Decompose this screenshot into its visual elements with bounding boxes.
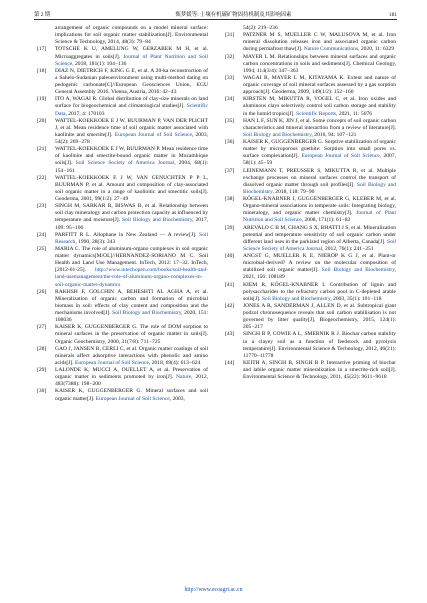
reference-source-link[interactable]: Journal of Plant Nutrition and Soil Science (243, 210, 396, 224)
reference-number: [30] (37, 388, 47, 395)
reference-source-link[interactable]: Soil Biology and Biochemistry (261, 295, 331, 302)
reference-text: SINGH M, SARKAR B, BISWAS B, et al. Relationship between soil clay mineralogy and carbon protection capacity as influenced by temperature and moisture[J]. Soil Biology and Biochemistry, 2017, 109: 95−106 (55, 203, 208, 231)
reference-text: KAISER K, GUGGENBERGER G. Mineral surfaces and soil organic matter[J]. European Journal of Soil Science, 2003, (55, 388, 208, 402)
reference-entry (37, 118, 208, 147)
reference-entry (225, 282, 396, 303)
reference-entry (225, 303, 396, 332)
reference-text: ITO A, WAGAI R. Global distribution of clay-size minerals on land surface for biogeochemical and climatological studies[J]. Scientific Data, 2017, 4: 170103 (55, 96, 208, 117)
reference-source-link[interactable]: Journal of Plant Nutrition and Soil Science (55, 53, 208, 67)
reference-source-link[interactable]: Soil Biology and Biochemistry (243, 131, 312, 138)
reference-number: [33] (225, 74, 235, 81)
reference-source-link[interactable]: Soil Biology and Biochemistry (121, 217, 193, 224)
reference-number: [19] (37, 96, 47, 103)
reference-source-link[interactable]: European Journal of Soil Science (114, 131, 192, 138)
reference-entry (37, 289, 208, 325)
reference-source-link[interactable]: Soil Science Society of America Journal (243, 238, 396, 252)
header-rule (34, 19, 397, 20)
reference-entry (37, 367, 208, 388)
reference-text: PATZNER M S, MUELLER C W, MALUSOVA M, et al. Iron mineral dissolution releases iron and associated organic carbon during permafrost thaw[J]. Nature Communications, 2020, 11: 6329 (243, 32, 396, 53)
reference-number: [28] (37, 345, 47, 352)
reference-source-link[interactable]: European Journal of Soil Science (75, 359, 149, 366)
reference-number: [23] (37, 203, 47, 210)
reference-source-link[interactable]: Soil Research (55, 231, 208, 245)
reference-number: [34] (225, 96, 235, 103)
reference-source-link[interactable]: European Journal of Soil Science (95, 395, 170, 402)
reference-source-link[interactable]: Scientific Reports (296, 110, 337, 117)
reference-text: KEITH A, SINGH B, SINGH B P. Interactive priming of biochar and labile organic matter mineralization in a smectite-rich soil[J]. Environmental Science & Technology, 2011, 45(22): 9611−9618 (243, 359, 396, 381)
reference-number (37, 25, 55, 46)
reference-entry (225, 75, 396, 96)
reference-entry (37, 175, 208, 204)
reference-text: RAKHSH F, GOLCHIN A, BEHESHTI AL AGHA A, et al. Mineralization of organic carbon and formation of microbial biomass in soil: effects of clay content and composition and the mechanisms involved[J]. Soil Biology and Biochemistry, 2020, 151: 108036 (55, 288, 208, 324)
reference-entry (225, 253, 396, 282)
reference-text: WAGAI R, MAYER L M, KITAYAMA K. Extent and nature of organic coverage of soil mineral surfaces assessed by a gas sorption approach[J]. Geoderma, 2009, 149(1/2): 152−160 (243, 74, 396, 96)
reference-text: MAYER L M. Relationships between mineral surfaces and organic carbon concentrations in soils and sediments[J]. Chemical Geology, 1994, 114(3/4): 347−363 (243, 53, 396, 74)
reference-text: HAN L F, SUN K, JIN J, et al. Some concepts of soil organic carbon characteristics and mineral interaction from a review of literature[J]. Soil Biology and Biochemistry, 2016, 94: 107−121 (243, 117, 396, 138)
reference-number: [25] (37, 245, 47, 252)
reference-number: [21] (37, 146, 47, 153)
reference-entry (37, 68, 208, 97)
reference-number (225, 25, 243, 32)
reference-number: [41] (225, 281, 235, 288)
reference-entry (37, 346, 208, 367)
reference-entry (225, 96, 396, 117)
reference-number: [42] (225, 302, 235, 309)
reference-entry (37, 232, 208, 246)
reference-number: [35] (225, 117, 235, 124)
reference-number: [20] (37, 117, 47, 124)
reference-entry (225, 32, 396, 53)
reference-number: [29] (37, 367, 47, 373)
reference-number: [32] (225, 53, 235, 60)
reference-text: TOTSCHE K U, AMELUNG W, GERZABEK M H, et al. Microaggregates in soils[J]. Journal of Plant Nutrition and Soil Science, 2018, 181(1): 104−136 (55, 46, 208, 67)
reference-text: JONES A R, SANDERMAN J, ALLEN D, et al. Subtropical giant podzol chronosequence reveals that soil carbon stabilisation is not governed by litter quality[J]. Biogeochemistry, 2015, 124(1): 205−217 (243, 302, 396, 331)
reference-entry (225, 225, 396, 254)
reference-source-link[interactable]: Soil Biology and Biochemistry (112, 310, 182, 316)
reference-entry (37, 46, 208, 67)
reference-entry (37, 246, 208, 289)
reference-number: [43] (225, 331, 235, 338)
reference-text: KAISER K, GUGGENBERGER G. The role of DOM sorption to mineral surfaces in the preservation of organic matter in soils[J]. Organic Geochemistry, 2000, 31(7/8): 711−725 (55, 324, 208, 345)
reference-number: [36] (225, 139, 235, 145)
reference-source-link[interactable]: http://www.intechopen.com/books/soil-health-and-land-usemanagement/the-role-of-aluminum-organo-complexes-in-soil-organic-matter-dynamics (55, 267, 208, 288)
reference-text: ANGST G, MUELLER K E, NIEROP K G J, et al. Plant-or microbial-derived? A review on the molecular composition of stabilized soil organic matter[J]. Soil Biology and Biochemistry, 2021, 156: 108189 (243, 253, 397, 281)
reference-column-left (37, 25, 208, 403)
reference-source-link[interactable]: European Journal of Soil Science (301, 153, 380, 160)
reference-entry (225, 54, 396, 75)
reference-entry (37, 388, 208, 402)
reference-text: arrangement of organic compounds on a model mineral surface: implications for soil organic matter stabilization[J]. Environmental Science & Technology, 2014, 48(3): 79−84 (55, 25, 208, 46)
reference-text: LALONDE K, MUCCI A, OUELLET A, et al. Preservation of organic matter in sediments promoted by iron[J]. Nature, 2012, 483(7388): 198−200 (55, 367, 208, 388)
reference-text: 54(2): 219−236 (243, 25, 278, 31)
reference-number: [39] (225, 224, 235, 231)
reference-number: [40] (225, 253, 235, 259)
reference-source-link[interactable]: Nature (176, 374, 192, 381)
reference-source-link[interactable]: Soil Biology and Biochemistry (321, 267, 395, 274)
reference-entry (225, 118, 396, 139)
page-number: 181 (388, 12, 397, 18)
reference-entry (37, 203, 208, 232)
reference-number: [31] (225, 32, 235, 39)
reference-entry (37, 96, 208, 117)
reference-column-right (225, 25, 396, 381)
reference-entry (225, 25, 396, 32)
reference-entry (225, 360, 396, 381)
reference-number: [24] (37, 231, 47, 238)
reference-text: KIRSTEN M, MIKUTTA R, VOGEL C, et al. Iron oxides and aluminous clays selectively control soil carbon storage and stability in the humid tropics[J]. Scientific Reports, 2021, 11: 5076 (243, 96, 396, 117)
issue-label: 第 2 期 (34, 12, 51, 18)
reference-number: [38] (225, 196, 235, 202)
reference-source-link[interactable]: Nature Communications (303, 46, 359, 53)
reference-text: MARIA C. The role of aluminum-organo complexes in soil organic matter dynamics[M/OL]//HERNANDEZ-SORIANO M C. Soil Health and Land Use Management. InTech, 2012: 17−32. InTech, [2012-01-25]. http://www.intechopen.com/books/soil-health-and-land-usemanagement/the-role-of-aluminum-organo-complexes-in-soil-organic-matter-dynamics (55, 245, 208, 288)
reference-text: KAISER K, GUGGENBERGER G. Sorptive stabilization of organic matter by microporous goethite: Sorption into small pores vs. surface complexation[J]. European Journal of Soil Science, 2007, 58(1): 45−59 (243, 139, 396, 167)
reference-number: [26] (37, 288, 47, 295)
reference-text: KIEM R, KÖGEL-KNABNER I. Contribution of lignin and polysaccharides to the refractory carbon pool in C-depleted arable soils[J]. Soil Biology and Biochemistry, 2003, 35(1): 101−118 (243, 281, 396, 302)
reference-entry (37, 146, 208, 175)
reference-entry (225, 196, 396, 225)
reference-number: [17] (37, 46, 47, 53)
reference-source-link[interactable]: Scientific Data (55, 103, 208, 117)
reference-entry (225, 139, 396, 168)
reference-text: SINGH B P, COWIE A L, SMERNIK R J. Biochar carbon stability in a clayey soil as a function of feedstock and pyrolysis temperature[J]. Environmental Science & Technology, 2012, 46(21): 11770−11778 (243, 331, 396, 359)
reference-text: GAO J, JANSEN B, CERLI C, et al. Organic matter coatings of soil minerals affect adsorptive interactions with phenolic and amino acids[J]. European Journal of Soil Science, 2018, 69(4): 613−624 (55, 345, 208, 366)
article-running-title: 甄梦媛等: 土壤有机碳矿物固持机制及其影响因素 (175, 12, 292, 18)
reference-number: [44] (225, 359, 235, 366)
reference-entry (225, 331, 396, 360)
reference-number: [27] (37, 324, 47, 331)
reference-text: KÖGEL-KNABNER I, GUGGENBERGER G, KLEBER M, et al. Organo-mineral associations in temperate soils: Integrating biology, mineralogy, and organic matter chemistry[J]. Journal of Plant Nutrition and Soil Science, 2008, 171(1): 61−82 (243, 196, 396, 224)
reference-number: [22] (37, 174, 47, 181)
reference-text: AREVALO C B M, CHANG S X, BHATTI J S, et al. Mineralization potential and temperature sensitivity of soil organic carbon under different land uses in the parkland region of Alberta, Canada[J]. Soil Science Society of America Journal, 2012, 76(1): 241−251 (243, 224, 396, 252)
reference-number: [37] (225, 167, 235, 174)
reference-text: WATTEL-KOEKKOEK E J W, VAN GENUCHTEN P P L, BUURMAN P, et al. Amount and composition of clay-associated soil organic matter in a range of kaolinitic and smectitic soils[J]. Geoderma, 2001, 99(1/2): 27−49 (55, 174, 208, 202)
running-header (34, 6, 397, 18)
reference-number: [18] (37, 67, 47, 74)
reference-source-link[interactable]: Soil Biology and Biochemistry (243, 181, 396, 195)
journal-url[interactable]: http://www.ecoagri.ac.cn (184, 587, 243, 593)
reference-source-link[interactable]: Soil Science Society of America Journal (75, 160, 175, 167)
reference-entry (37, 25, 208, 46)
reference-text: LEINEMANN T, PREUSSER S, MIKUTTA R, et al. Multiple exchange processes on mineral surfaces control the transport of dissolved organic matter through soil profiles[J]. Soil Biology and Biochemistry, 2018, 118: 79−90 (243, 167, 396, 195)
reference-text: PARFITT R L. Allophane in New Zealand — A review[J]. Soil Research, 1990, 28(3): 343 (55, 231, 208, 245)
reference-text: WATTEL-KOEKKOEK E J W, BUURMAN P. Mean residence time of kaolinite and smectite-bound organic matter in Mozambique soils[J]. Soil Science Society of America Journal, 2004, 68(1): 154−161 (55, 146, 209, 174)
reference-entry (37, 324, 208, 345)
reference-text: WATTEL-KOEKKOEK E J W, BUURMAN P, VAN DER PLICHT J, et al. Mean residence time of soil organic matter associated with kaolinite and smectite[J]. European Journal of Soil Science, 2003, 54(2): 269−278 (55, 117, 208, 145)
reference-text: DIAZ N, DIETRICH F, KING G E, et al. A 20-ka reconstruction of a Sahelo-Sudanian paleoenvironment using multi-method dating on pedogenic carbonate[C]//European Geosciences Union, EGU General Assembly 2016. Vienna, Austria, 2016: 42−43 (55, 67, 208, 96)
reference-entry (225, 168, 396, 197)
